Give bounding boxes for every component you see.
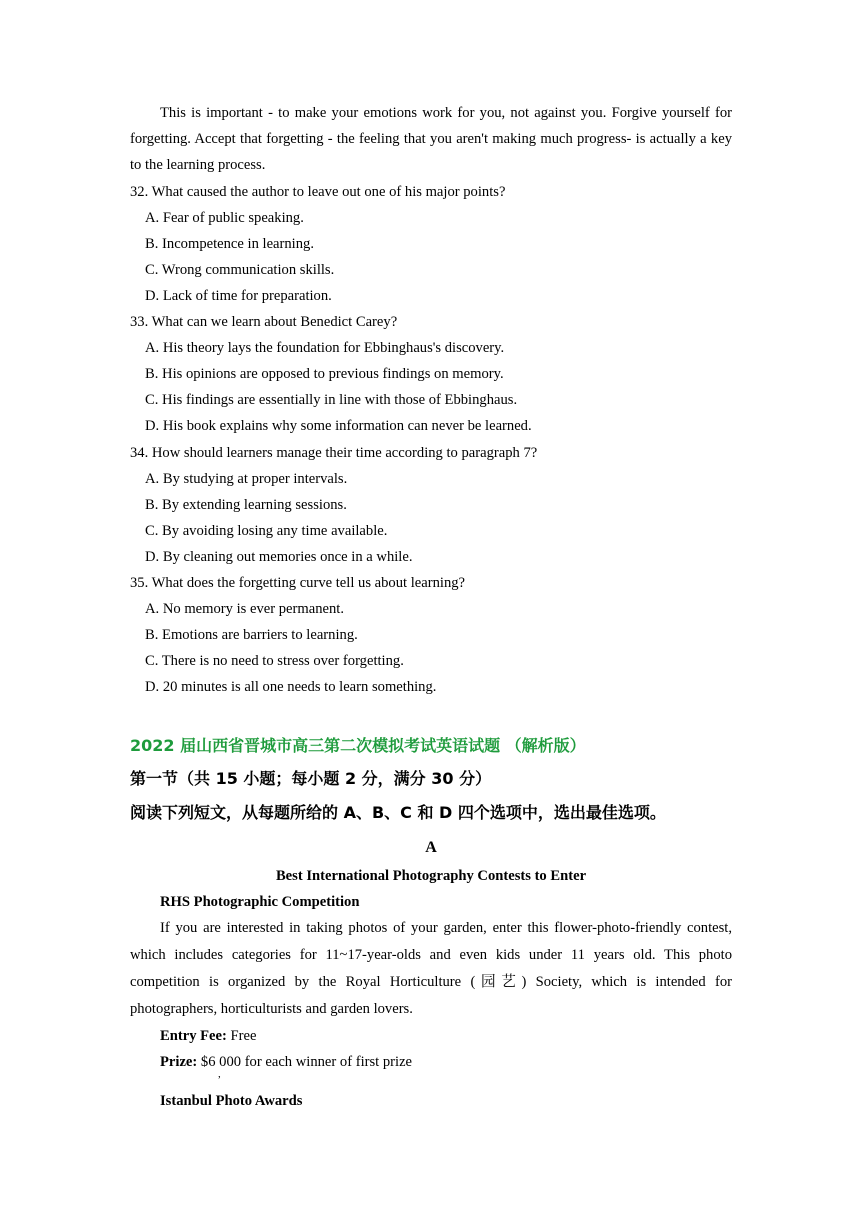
option: D. His book explains why some information can never be learned.	[145, 418, 532, 434]
option: D. 20 minutes is all one needs to learn something.	[145, 679, 437, 695]
prize-value: $6 000 for each winner of first prize	[197, 1054, 413, 1070]
option: B. Incompetence in learning.	[145, 236, 314, 252]
contest-name: Istanbul Photo Awards	[160, 1093, 303, 1109]
option: A. By studying at proper intervals.	[145, 471, 348, 487]
option: B. By extending learning sessions.	[145, 497, 347, 513]
instruction: 阅读下列短文，从每题所给的 A、B、C 和 D 四个选项中，选出最佳选项。	[130, 803, 666, 822]
exam-title: 2022 届山西省晋城市高三第二次模拟考试英语试题 （解析版）	[130, 736, 586, 755]
contest-paragraph: If you are interested in taking photos of your garden, enter this flower-photo-friendly contest, which includes categories for 11~17-year-olds and even kids under 11 years old. This photo competition is organized by the Royal Horticulture (园艺) Society, which is intended for photographers, horticulturists and garden lovers.	[130, 920, 732, 1017]
option: C. His findings are essentially in line with those of Ebbinghaus.	[145, 392, 518, 408]
entry-fee-label: Entry Fee:	[160, 1028, 227, 1044]
prize	[160, 1052, 412, 1072]
option: A. His theory lays the foundation for Ebbinghaus's discovery.	[145, 340, 505, 356]
option: A. Fear of public speaking.	[145, 210, 304, 226]
option: C. There is no need to stress over forgetting.	[145, 653, 404, 669]
option: C. Wrong communication skills.	[145, 262, 335, 278]
question-32: 32. What caused the author to leave out one of his major points?	[130, 184, 506, 200]
question-35: 35. What does the forgetting curve tell us about learning?	[130, 575, 466, 591]
question-33: 33. What can we learn about Benedict Carey?	[130, 314, 398, 330]
entry-fee	[160, 1026, 256, 1046]
option: A. No memory is ever permanent.	[145, 601, 344, 617]
intro-paragraph: This is important - to make your emotions work for you, not against you. Forgive yourself for forgetting. Accept that forgetting - the feeling that you aren't making much progress- is actually a key to the learning process.	[130, 105, 732, 173]
option: C. By avoiding losing any time available.	[145, 523, 388, 539]
passage-title: Best International Photography Contests to Enter	[275, 868, 587, 884]
passage-letter: A	[425, 839, 437, 856]
option: D. Lack of time for preparation.	[145, 288, 332, 304]
option: B. His opinions are opposed to previous findings on memory.	[145, 366, 504, 382]
prize-label: Prize:	[160, 1054, 198, 1070]
entry-fee-value: Free	[226, 1028, 257, 1044]
contest-name: RHS Photographic Competition	[160, 894, 360, 910]
section-title: 第一节（共 15 小题；每小题 2 分，满分 30 分）	[130, 769, 492, 788]
question-34: 34. How should learners manage their time according to paragraph 7?	[130, 445, 538, 461]
stray-mark: ,	[218, 1068, 221, 1080]
option: D. By cleaning out memories once in a while.	[145, 549, 413, 565]
option: B. Emotions are barriers to learning.	[145, 627, 358, 643]
